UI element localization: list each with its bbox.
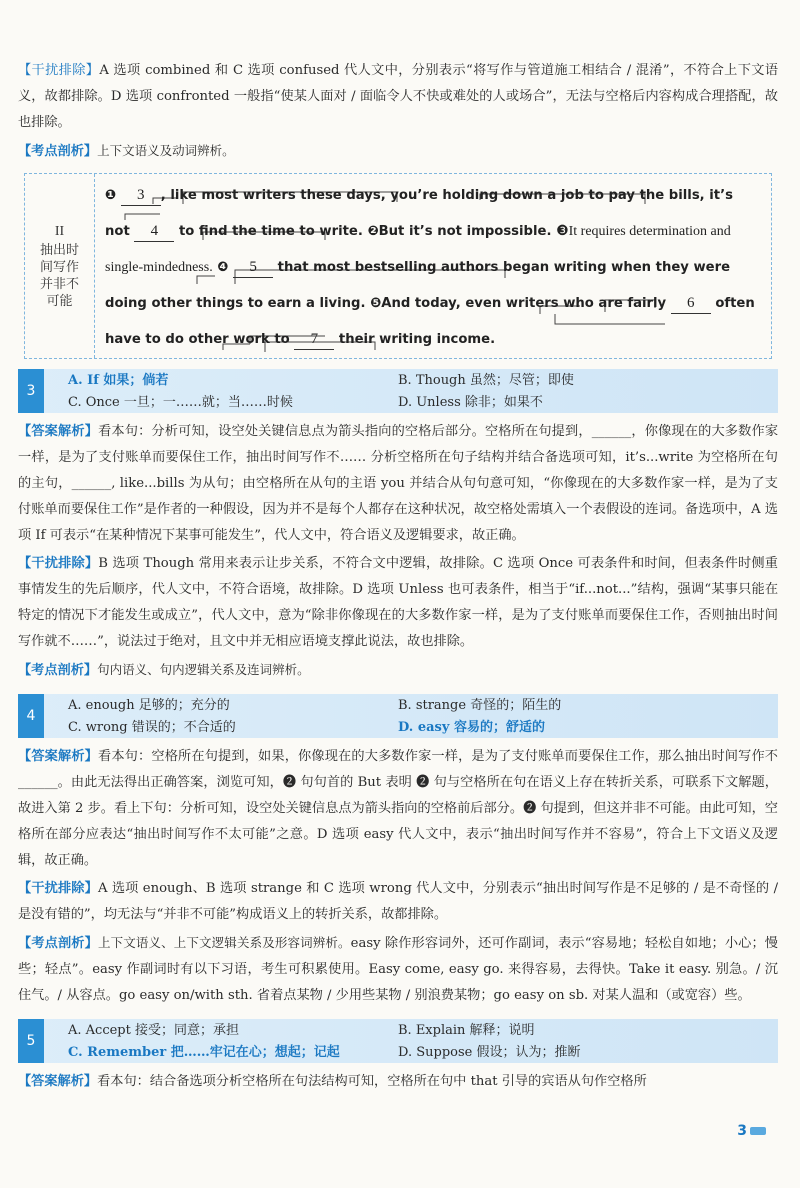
paragraph-bold: 上下文语义、上下文逻辑关系及形容词辨析。 <box>97 935 351 950</box>
sentence-4-text: that most bestselling authors began writing when they were <box>277 260 731 275</box>
sentence-5-d: have to do other work to <box>105 332 290 347</box>
sentence-3: ❸It requires determination and <box>556 224 731 239</box>
sentence-4-mark: ❹ <box>217 260 229 275</box>
passage-box <box>24 173 772 359</box>
sentence-5-c: often <box>715 296 755 311</box>
passage-line-2 <box>105 214 761 250</box>
blank-7: 7 <box>294 329 334 350</box>
blank-4: 4 <box>134 221 174 242</box>
paragraph-text: 句内语义、句内逻辑关系及连词辨析。 <box>97 662 310 677</box>
section-tag: 【答案解析】 <box>18 424 99 439</box>
question-3-options <box>18 369 778 413</box>
blank-6: 6 <box>671 293 711 314</box>
passage-text <box>105 178 761 358</box>
blank-5: 5 <box>233 257 273 278</box>
option-d-correct: D. easy 容易的；舒适的 <box>398 719 545 735</box>
option-b: B. Explain 解释；说明 <box>398 1023 535 1038</box>
paragraph-text: 看本句：分析可知，设空处关键信息点为箭头指向的空格后部分。空格所在句提到，______，你像现在的大多数作家一样，是为了支付账单而要保住工作，抽出时间写作不…… 分析空格所在句子结构并结合备选项可知，it’s...write 为空格所在句的主句，______, like...bills 为从句；由空格所在从句的主语 you 并结合从句句意可知，“你像现在的大多数作家一样，是为了支付账单而要保住工作”是作者的一种假设，因为并不是每个人都存在这种状况，故空格处需填入一个表假设的连词。备选项中，A 选项 If 可表示“在某种情况下某事可能发生”，代人文中，符合语义及逻辑要求，故正确。 <box>18 424 779 543</box>
passage-line-5 <box>105 322 761 358</box>
question-4-options <box>18 694 778 738</box>
question-number: 4 <box>18 694 44 738</box>
paragraph-text: B 选项 Though 常用来表示让步关系，不符合文中逻辑，故排除。C 选项 Once 可表条件和时间，但表条件时侧重事情发生的先后顺序，代人文中，不符合语境，故排除。D 选项 Unless 也可表条件，相当于“if...not...”结构，强调“某事只能在特定的情况下才能发生或成立”，代人文中，意为“除非你像现在的大多数作家一样，是为了支付账单而要保住工作，否则抽出时间写作就不……”，说法过于绝对，且文中并无相应语境支撑此说法，故也排除。 <box>18 556 778 649</box>
option-a: A. Accept 接受；同意；承担 <box>68 1023 239 1038</box>
q5-answer-paragraph <box>18 1069 778 1095</box>
top-analysis-paragraph <box>18 138 778 165</box>
passage-line-3 <box>105 250 761 286</box>
page-content <box>18 58 778 1097</box>
section-tag: 【答案解析】 <box>18 749 99 764</box>
sentence-1-text: , like most writers these days, you’re holding down a job to pay the bills, it’s <box>160 188 733 203</box>
option-a: A. enough 足够的；充分的 <box>68 698 230 713</box>
q3-interference-paragraph <box>18 551 778 655</box>
paragraph-text: 看本句：结合备选项分析空格所在句法结构可知，空格所在句中 that 引导的宾语从句作空格所 <box>97 1074 647 1089</box>
sentence-1-text-c: to find the time to write. <box>178 224 363 239</box>
sentence-4-text-b: doing other things to earn a living. <box>105 296 366 311</box>
paragraph-text: A 选项 combined 和 C 选项 confused 代人文中，分别表示“将写作与管道施工相结合 / 混淆”，不符合上下文语义，故都排除。D 选项 confronted 一般指“使某人面对 / 面临令人不快或难处的人或场合”，无法与空格后内容构成合理搭配，故也排除。 <box>18 63 779 130</box>
paragraph-text: easy 除作形容词外，还可作副词，表示“容易地；轻松自如地；小心；慢些；轻点”。easy 作副词时有以下习语，考生可积累使用。Easy come, easy go. 来得容易，去得快。Take it easy. 别急。/ 沉住气。/ 从容点。go easy on/with sth. 省着点某物 / 少用些某物 / 别浪费某物；go easy on sb. 对某人温和（或宽容）些。 <box>18 936 778 1003</box>
page-number <box>737 1118 766 1144</box>
section-tag: 【考点剖析】 <box>18 663 98 678</box>
passage-section-label <box>25 174 95 358</box>
paragraph-text: 看本句：空格所在句提到，如果，你像现在的大多数作家一样，是为了支付账单而要保住工作，那么抽出时间写作不______。由此无法得出正确答案，浏览可知，❷ 句句首的 But 表明 ❷ 句与空格所在句在语义上存在转折关系，可联系下文解题，故进入第 2 步。看上下句：分析可知，设空处关键信息点为箭头指向的空格前后部分。❷ 句提到，但这并非不可能。由此可知，空格所在部分应表达“抽出时间写作不太可能”之意。D 选项 easy 代人文中，表示“抽出时间写作并不容易”，符合上下文语义及逻辑，故正确。 <box>18 749 778 868</box>
option-a-correct: A. If 如果；倘若 <box>68 373 169 388</box>
question-5-options <box>18 1019 778 1063</box>
section-number: II <box>54 223 65 239</box>
q4-interference-paragraph <box>18 876 778 928</box>
passage-line-1 <box>105 178 761 214</box>
top-interference-paragraph <box>18 58 778 136</box>
option-c: C. wrong 错误的；不合适的 <box>68 719 236 735</box>
passage-line-4 <box>105 286 761 322</box>
paragraph-text: A 选项 enough、B 选项 strange 和 C 选项 wrong 代人文中，分别表示“抽出时间写作是不足够的 / 是不奇怪的 / 是没有错的”，均无法与“并非不可能”构成语义上的转折关系，故都排除。 <box>18 881 779 922</box>
option-d: D. Suppose 假设；认为；推断 <box>398 1044 581 1060</box>
sentence-5: ❺And today, even writers who are fairly <box>370 296 667 311</box>
blank-3: 3 <box>121 185 161 206</box>
section-tag: 【考点剖析】 <box>18 936 98 951</box>
question-number: 5 <box>18 1019 44 1063</box>
sentence-1-text-b: not <box>105 224 130 239</box>
q3-answer-paragraph <box>18 419 778 549</box>
section-tag: 【干扰排除】 <box>18 881 98 896</box>
section-title: 抽出时间写作并非不可能 <box>39 242 79 309</box>
page-marker-icon <box>750 1127 766 1135</box>
paragraph-text: 上下文语义及动词辨析。 <box>97 143 235 158</box>
option-c: C. Once 一旦；一……就；当……时候 <box>68 394 293 410</box>
option-d: D. Unless 除非；如果不 <box>398 394 543 410</box>
option-b: B. Though 虽然；尽管；即使 <box>398 373 574 388</box>
section-tag: 【干扰排除】 <box>18 556 99 571</box>
section-tag: 【考点剖析】 <box>18 144 98 159</box>
q4-answer-paragraph <box>18 744 778 874</box>
sentence-3-b: single-mindedness. <box>105 260 213 275</box>
option-b: B. strange 奇怪的；陌生的 <box>398 698 562 713</box>
sentence-1-mark: ❶ <box>105 188 117 203</box>
question-number: 3 <box>18 369 44 413</box>
q4-analysis-paragraph <box>18 930 778 1009</box>
section-tag: 【干扰排除】 <box>18 63 100 78</box>
page-number-text: 3 <box>737 1123 747 1139</box>
sentence-5-e: their writing income. <box>338 332 496 347</box>
sentence-2: ❷But it’s not impossible. <box>367 224 552 239</box>
q3-analysis-paragraph <box>18 657 778 684</box>
section-tag: 【答案解析】 <box>18 1074 98 1089</box>
option-c-correct: C. Remember 把……牢记在心；想起；记起 <box>68 1044 340 1060</box>
